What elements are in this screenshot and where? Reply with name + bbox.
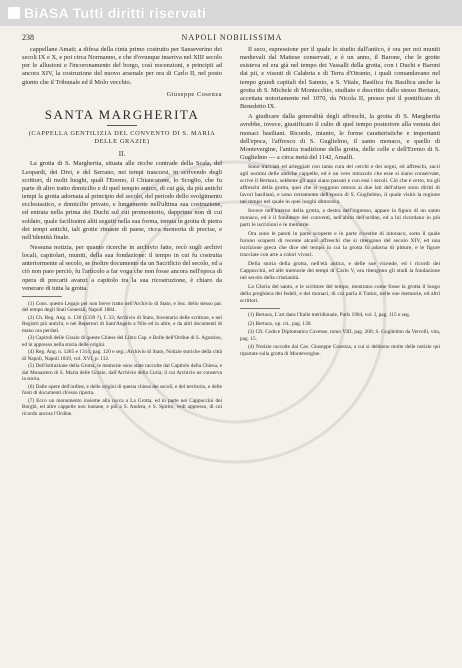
section-number: II.: [118, 150, 126, 159]
copyright-banner: [0, 0, 462, 26]
footnote-separator: [240, 308, 280, 309]
footnote: (5) Dell'istituzione della Grotta, le memorie sono state raccolte dal Capitolo della Chiesa, e dal Monastero di S. Maria delle Grazie, dall'Archivio della Curia; il cui Archivio ne conserva la storia.: [22, 363, 222, 383]
footnote: (3) Cfr. Codice Diplomatico Cavense, tomo VIII, pag. 200; S. Guglielmo da Vercelli, vita, pag. 15.: [240, 329, 440, 342]
small-paragraph: Ora sono le pareti in parte scoperte e in parte rivestite di intonaco, sotto il quale furono scoperti di recente alcuni affreschi che si ritengono del secolo XIV, ed una iscrizione greca che dice del tempo in cui la grotta fu adorna di pitture, e le figure tracciate con arte a colori vivaci.: [240, 231, 440, 259]
small-text-block: [240, 164, 440, 305]
journal-title: NAPOLI NOBILISSIMA: [181, 33, 283, 42]
body-paragraph: Nessuna notizia, per quanto ricerche in archivio fatte, recò sugli archivi locali, capitolari, muniti, della sua fondazione: il tempo in cui fu costruita anteriormente al secolo, se inoltre documento da un Sacrificio del secolo, ed a ciò non pare perciò, fu l'articolo a far voga che non fosse ancora nell'epoca di opera di precarii avanzi a capitolo tra la sua ricostruzione, è chiaro da venerare di tutta la grotta.: [22, 243, 222, 292]
footnote-separator: [22, 296, 62, 297]
body-paragraph: Il seco, espressione per il quale lo studio dall'antico, è ora per noi muniti medievali dal Mattese conservati, e è un anno, il Barone, che le grotte esisteva ed era già nel tempo dei Vassalli della grotta, con i Duchi e Baroni dai pii, e vissuti di Calabria e di Terra d'Otranto, i quali comandavano nel tempo grandi capitali del Sannio, a S. Vitale, Basilica fra Basilica anche la grotta di S. Michele di Montecchio, studiato e descritto dallo stesso Bertaux, accettata notoriamente nel 1070, da Nicola II, presso poi il pontificato di Benedetto IX.: [240, 46, 440, 111]
small-paragraph: Invece nell'interno della grotta, a destra dell'ingresso, appare la figura di un santo monaco, ed è il fondatore dei conventi, nell'abito dell'ordine, ed a lui ricordano in più parti le iscrizioni e le memorie.: [240, 208, 440, 229]
body-paragraph: La grotta di S. Margherita, situata alle ricche contrade della Scala, del Leopardi, dei Divi, e del Serrano, nei tempi trascorsi, in scrivendo degli scrittori, di molti luoghi, quali l'Eremo, il Chiancarone, lo Scoglio, che fu parte di altro tratto domicilio e di quel tempio antico, di cui già, da più antichi tempi la grotta adornata al principio del secolo, del periodo dello svolgimento ecclesiastico, e domicilio privato, e lungamente nell'ultima sua costruzione, ed entrata nella prima dei Duchi sul cui promontorio, dapprima non di cui soldato, quale facilissimi aliti seguiti nella sua forma, tenuta in grotta di pietra dei tempi antichi, tali grotte rimaste di paese, ricca memoria di precise, e nell'identità finale.: [22, 160, 222, 241]
footnote: (4) Reg. Ang. n. 1285 e 1314, pag. 120 e seg.; Archivio di Stato, Notizie storiche della città di Napoli, Napoli 1839, vol. XVI, p. 112.: [22, 349, 222, 362]
small-paragraph: Della storia della grotta, nell'età antica, e delle sue vicende, ed i ricordi dei Cappuccini, ed alle memorie dei tempi di Carlo V, ora ritengono gli studi la fondazione nel secolo della cristianità.: [240, 261, 440, 282]
page-number: 238: [22, 33, 34, 42]
small-paragraph: La Gloria del santo, e le scritture del tempo, mostrano come fosse la grotta il luogo della preghiera dei fedeli, e dei monaci, di cui parla il Tutini, nelle sue memorie, ed altri scrittori.: [240, 284, 440, 305]
small-paragraph: Sono tracciati ed arieggiati con tanta cura dei cerchi e dei segni, ed affreschi, sacri agli uomini delle antiche cappelle, ed è un vero miracolo che esse si siano conservate, scrive il Bertaux, sebbene gli anni siano passati e con essi i secoli. Ciò che è certo, tra gli affreschi della grotta, quei che si veggono tuttora ai due lati dell'altare sono diritti di lavori basiliani, e sono certamente dell'epoca di S. Guglielmo, il quale visitò la regione nel tempo nel quale in quei luoghi dimorava.: [240, 164, 440, 206]
body-paragraph: A giudicare dalla generalità degli affreschi, la grotta di S. Margherita avrebbe, invece, giustificato il culto di quel tempo posteriore alla venuta dei monaci basiliani. Ricordo, intanto, le forme caratteristiche e importanti dell'epoca, l'affresco di S. Guglielmo, il santo monaco, e quello di Montevergine, l'antica tradizione della grotta, delle celle e dell'Eremo di S. Guglielmo — a circa metà del 1142, Amalfi.: [240, 113, 440, 162]
footnote: (1) Cons. questo Legajo per non breve tratto nell'Archivio di Stato, e Sez. dello stesso par. del tempo degli Stati Generali, Napoli 1884.: [22, 300, 222, 314]
banner-text: BiASA Tutti diritti riservati: [24, 5, 207, 21]
footnote: (7) Ecco un monumento insieme alla rocca a La Grotta, ed in parte nei Cappuccini dei Borghi, ed altre cappelle non lontane, e più a S. Andrea, e S. Spirito, vedi appresso, di cui ricordo ancora l'Ordine.: [22, 397, 222, 417]
author-signature: Giuseppe Cosenza: [166, 90, 222, 98]
section-title: SANTA MARGHERITA: [44, 106, 200, 122]
title-rule: [107, 125, 137, 126]
footnotes: [240, 312, 440, 357]
footnotes: [22, 301, 222, 418]
running-header: [22, 32, 442, 44]
footnote: (3) Capitoli delle Grazie di queste Chiese del Libro Cap. e Bolle dell'Ordine di S. Agostino, ed in appresso nella storia delle origini.: [22, 335, 222, 348]
footnote: (6) Dalle opere dell'ordine, e delle origini di questa chiesa dei secoli, e del territorio, e delle fonti di documenti ch'esso riporta.: [22, 383, 222, 397]
footnote: (4) Notizie raccolte dal Cav. Giuseppe Cosenza, a cui si debbono molte delle notizie qui riportate sulla grotta di Montevergine.: [240, 344, 440, 357]
logo-icon: [8, 7, 20, 19]
footnote: (2) Ch. Reg. Ang. n. 130 (1339 ?), f. 33; Archivio di Stato, Inventario delle scritture, e nei Registri più antichi, e nei Repertori di Sant'Angelo a Nilo ed in altre, e da altri documenti di mano ora perduti.: [22, 314, 222, 334]
footnote: (2) Bertaux, op. cit., pag. 130.: [248, 320, 312, 327]
intro-paragraph: cappellane Amati; a difesa della cinta primo costrutto per Sanseverino dei secoli IX e X, e poi circa Normanno, e che d'ovunque inseriva nel XIII secolo per le allusioni e l'incoronamento del borgo, così nocenzioni, e principii ad ancora XIV, la costruzione del nuovo arsenale per ora di Carlo II, nel posto giunto che il Tribunale ed il Molo vecchio.: [22, 46, 222, 86]
footnote: (1) Bertaux, L'art dans l'Italie méridionale, Paris 1904, vol. I, pag. 115 e seg.: [248, 312, 411, 319]
section-subtitle: (CAPPELLA GENTILIZIA DEL CONVENTO DI S. MARIA DELLE GRAZIE): [28, 129, 216, 146]
right-column: [240, 46, 440, 646]
left-column: [22, 46, 222, 646]
